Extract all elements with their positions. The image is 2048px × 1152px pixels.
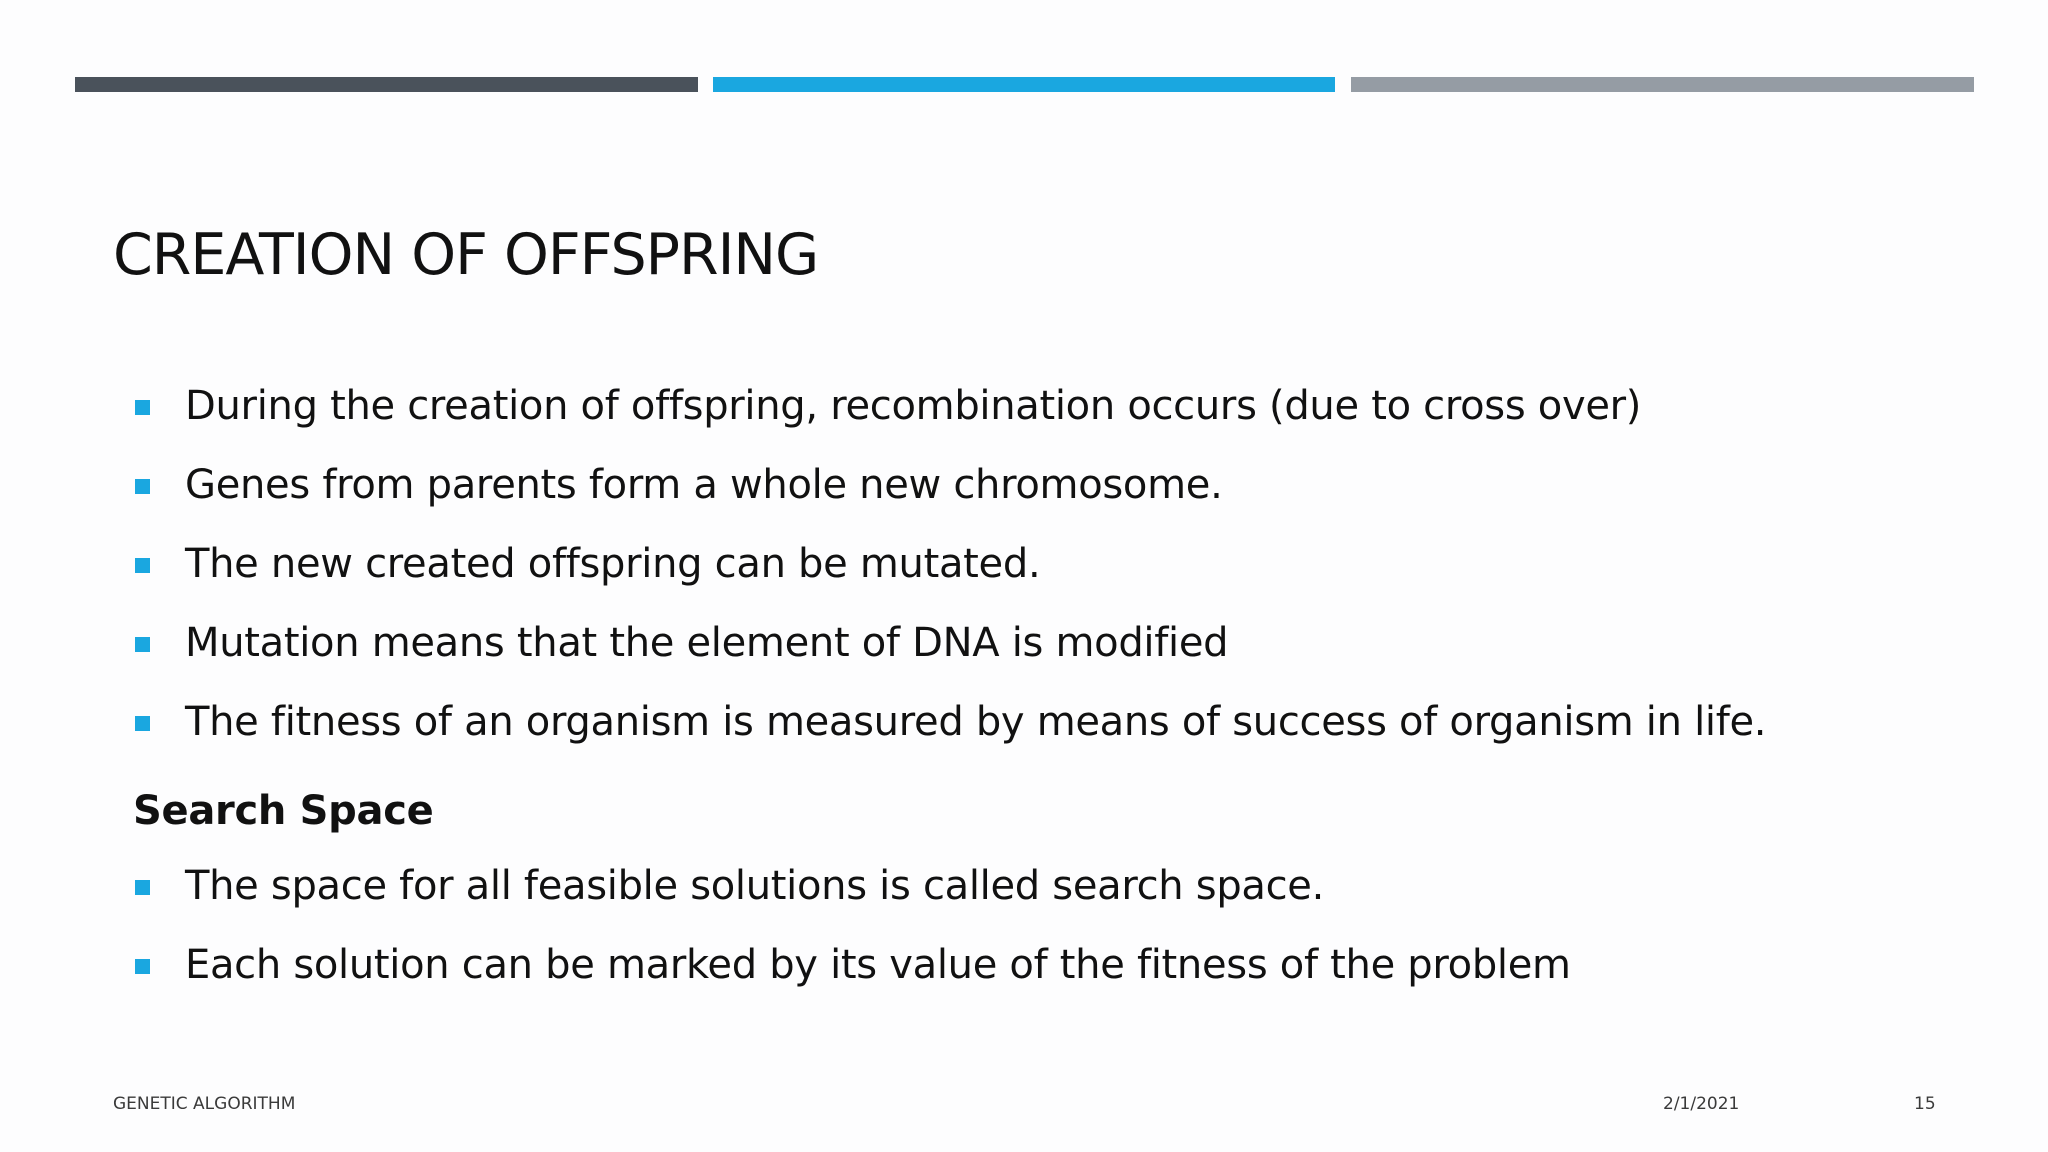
square-bullet-icon xyxy=(135,880,150,895)
square-bullet-icon xyxy=(135,558,150,573)
square-bullet-icon xyxy=(135,637,150,652)
bullet-text: Mutation means that the element of DNA is modified xyxy=(185,620,1229,666)
accent-bar-blue xyxy=(713,77,1335,92)
page-number: 15 xyxy=(1914,1094,1936,1114)
square-bullet-icon xyxy=(135,716,150,731)
accent-bar-gray xyxy=(1351,77,1974,92)
bullet-text: The space for all feasible solutions is called search space. xyxy=(185,863,1325,909)
bullet-item xyxy=(133,856,1571,935)
bullet-item xyxy=(133,692,1766,771)
bullet-item xyxy=(133,534,1766,613)
bullet-item xyxy=(133,613,1766,692)
bullet-text: Genes from parents form a whole new chromosome. xyxy=(185,462,1223,508)
footer-date: 2/1/2021 xyxy=(1663,1094,1740,1114)
accent-bar-dark xyxy=(75,77,698,92)
bullet-item xyxy=(133,376,1766,455)
bullet-text: The new created offspring can be mutated. xyxy=(185,541,1041,587)
bullet-list xyxy=(133,376,1766,771)
footer-title: GENETIC ALGORITHM xyxy=(113,1094,296,1114)
section-heading: Search Space xyxy=(133,788,434,834)
square-bullet-icon xyxy=(135,400,150,415)
bullet-text: During the creation of offspring, recombination occurs (due to cross over) xyxy=(185,383,1642,429)
bullet-item xyxy=(133,935,1571,1014)
square-bullet-icon xyxy=(135,959,150,974)
square-bullet-icon xyxy=(135,479,150,494)
bullet-text: The fitness of an organism is measured by means of success of organism in life. xyxy=(185,699,1767,745)
bullet-item xyxy=(133,455,1766,534)
bullet-text: Each solution can be marked by its value of the fitness of the problem xyxy=(185,942,1571,988)
section-bullet-list xyxy=(133,856,1571,1014)
slide-title: CREATION OF OFFSPRING xyxy=(113,222,819,288)
